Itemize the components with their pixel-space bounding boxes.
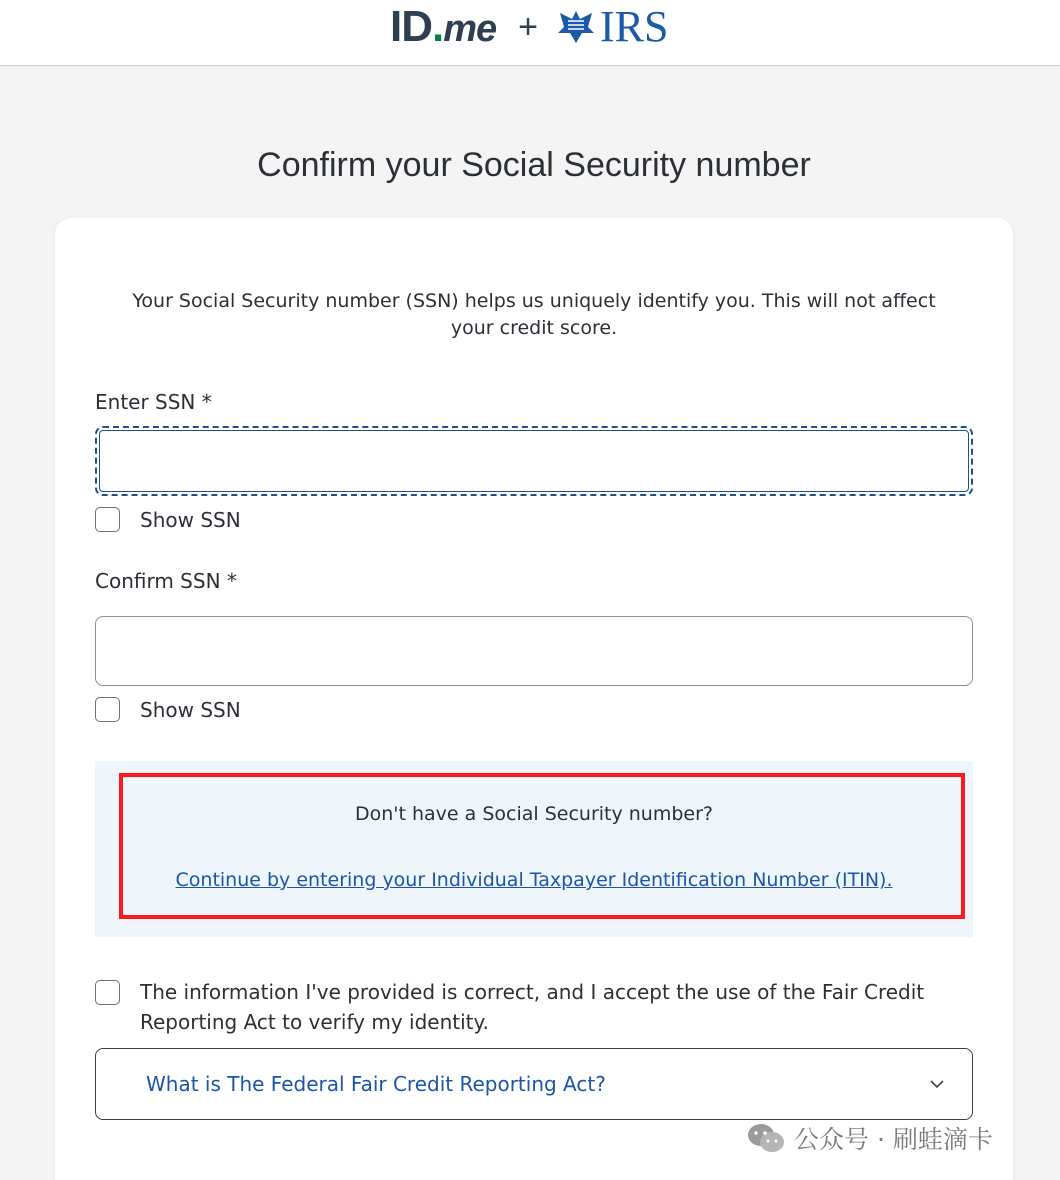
intro-text: Your Social Security number (SSN) helps us uniquely identify you. This will not affect your credit score. [132, 290, 936, 339]
ssn-input[interactable] [95, 426, 973, 496]
show-confirm-ssn-label[interactable]: Show SSN [140, 698, 241, 722]
show-confirm-ssn-checkbox[interactable] [95, 697, 120, 722]
show-confirm-ssn-row[interactable] [95, 697, 241, 725]
watermark [746, 1120, 993, 1156]
confirm-ssn-label: Confirm SSN * [95, 569, 237, 593]
ssn-form-card [55, 218, 1013, 1180]
highlight-annotation [119, 773, 965, 919]
watermark-text: 公众号 · 刷蛙滴卡 [794, 1125, 993, 1154]
show-ssn-checkbox[interactable] [95, 507, 120, 532]
consent-label[interactable]: The information I've provided is correct, and I accept the use of the Fair Credit Reporting Act to verify my identity. [140, 980, 925, 1034]
confirm-ssn-input[interactable] [95, 616, 973, 686]
plus-sign: + [518, 7, 539, 46]
idme-logo: ID . me [390, 2, 497, 51]
page-title: Confirm your Social Security number [257, 146, 811, 184]
show-ssn-label[interactable]: Show SSN [140, 508, 241, 532]
ssn-label: Enter SSN * [95, 390, 212, 414]
fcra-accordion-title[interactable]: What is The Federal Fair Credit Reporting Act? [146, 1072, 606, 1096]
top-bar [0, 0, 1060, 66]
chevron-down-icon[interactable] [930, 1079, 944, 1089]
no-ssn-info-box [95, 761, 973, 937]
wechat-icon [746, 1122, 786, 1154]
irs-eagle-icon [556, 7, 596, 47]
fcra-accordion[interactable] [95, 1048, 973, 1120]
irs-logo [556, 2, 669, 51]
no-ssn-question: Don't have a Social Security number? [354, 803, 714, 825]
consent-checkbox[interactable] [95, 980, 120, 1005]
itin-link[interactable]: Continue by entering your Individual Taxpayer Identification Number (ITIN). [175, 869, 893, 891]
partner-logos [390, 4, 669, 50]
show-ssn-row[interactable] [95, 507, 241, 535]
irs-logo-text: IRS [600, 2, 669, 51]
consent-row[interactable] [95, 980, 975, 1037]
